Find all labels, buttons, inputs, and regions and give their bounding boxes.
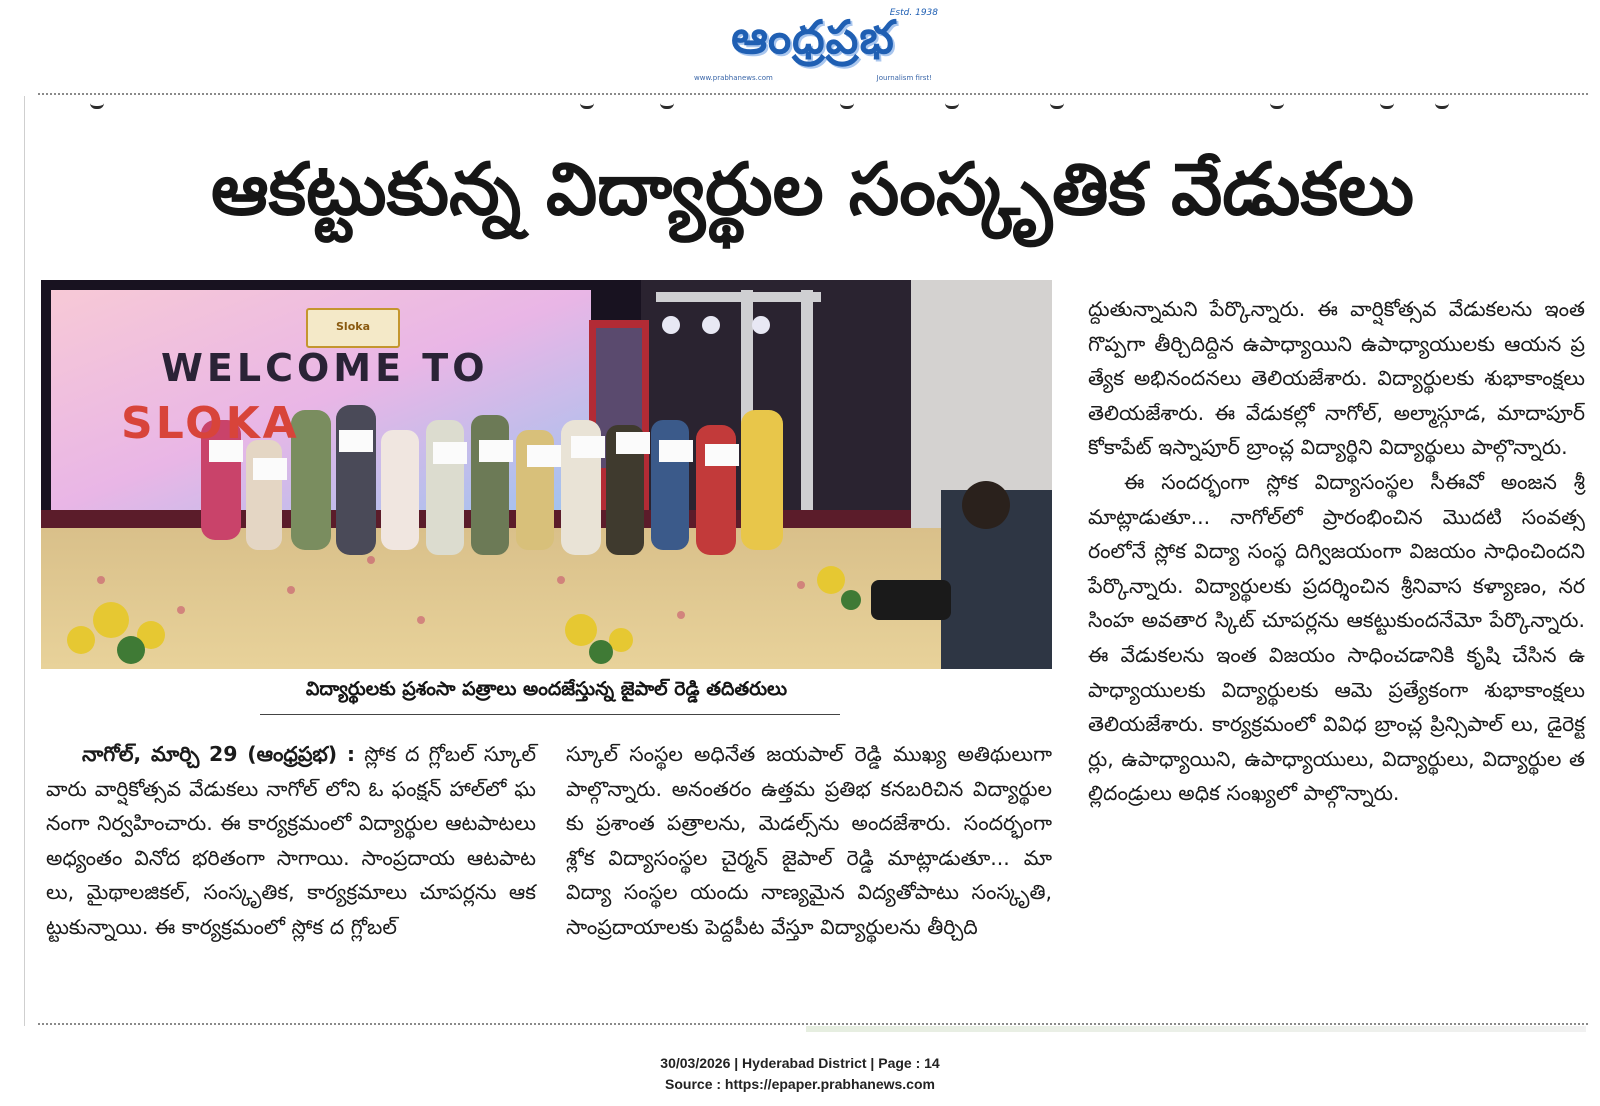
article-photo[interactable]	[41, 280, 1052, 669]
photo-caption: విద్యార్థులకు ప్రశంసా పత్రాలు అందజేస్తున్న జైపాల్ రెడ్డి తదితరులు	[305, 678, 788, 700]
logo-tagline-right: Journalism first!	[876, 74, 932, 82]
logo-tagline-left: www.prabhanews.com	[694, 74, 773, 82]
article-headline: ఆకట్టుకున్న విద్యార్థుల సంస్కృతిక వేడుకలు	[210, 147, 1414, 231]
footer-source-link[interactable]: Source : https://epaper.prabhanews.com	[665, 1076, 935, 1092]
caption-underline	[260, 714, 840, 715]
column-1-text: స్లోక ద గ్లోబల్ స్కూల్ వారు వార్షికోత్సవ వేడుకలు నాగోల్ లోని ఓ ఫంక్షన్ హాల్‌లో ఘనంగా నిర్వహించారు. ఈ కార్యక్రమంలో విద్యార్థుల ఆటపాటలు అధ్యంతం వినోద భరితంగా సాగాయి. సాంప్రదాయ ఆటపాటలు, మైథాలజికల్, సంస్కృతిక, కార్యక్రమాలు చూపర్లను ఆకట్టుకున్నాయి. ఈ కార్యక్రమంలో స్లోక ద గ్లోబల్	[46, 742, 536, 939]
column-1-paragraph	[46, 737, 536, 945]
column-3-paragraph-1: ద్దుతున్నామని పేర్కొన్నారు. ఈ వార్షికోత్సవ వేడుకలను ఇంత గొప్పగా తీర్చిదిద్దిన ఉపాధ్యాయిని ఉపాధ్యాయులకు ఆయన ప్రత్యేక అభినందనలు తెలియజేశారు. విద్యార్థులకు శుభాకాంక్షలు తెలియజేశారు. ఈ వేడుకల్లో నాగోల్, అల్మాస్గూడ, మాదాపూర్ కోకాపేట్ ఇస్నాపూర్ బ్రాంచ్ల విద్యార్థిని విద్యార్థులు పాల్గొన్నారు.	[1088, 297, 1585, 460]
logo-estd: Estd. 1938	[889, 8, 938, 18]
bottom-dotted-rule	[38, 1023, 1588, 1025]
article-column-3	[1088, 292, 1585, 811]
clipped-previous-text-strip	[40, 100, 1585, 116]
page-footer	[0, 1053, 1600, 1095]
article-column-1	[46, 737, 536, 945]
page-edge-line	[24, 96, 25, 1026]
column-2-text: స్కూల్ సంస్థల అధినేత జయపాల్ రెడ్డి ముఖ్య అతిథులుగా పాల్గొన్నారు. అనంతరం ఉత్తమ ప్రతిభ కనబరిచిన విద్యార్థులకు ప్రశాంత పత్రాలను, మెడల్స్‌ను అందజేశారు. సందర్భంగా శ్లోక విద్యాసంస్థల చైర్మన్ జైపాల్ రెడ్డి మాట్లాడుతూ... మా విద్యా సంస్థల యందు నాణ్యమైన విద్యతోపాటు సంస్కృతి, సాంప్రదాయాలకు పెద్దపీట వేస్తూ విద్యార్థులను తీర్చిది	[566, 742, 1052, 939]
logo-text: ఆంధ్రప్రభ	[731, 10, 895, 64]
masthead	[0, 0, 1600, 94]
photo-illustration	[41, 280, 1052, 669]
banner-sloka-text: SLOKA	[121, 398, 300, 449]
banner-welcome-text: WELCOME TO	[161, 346, 489, 390]
banner-school-logo: Sloka	[306, 308, 400, 348]
top-dotted-rule	[38, 93, 1588, 95]
dateline: నాగోల్, మార్చి 29 (ఆంధ్రప్రభ) :	[82, 742, 356, 766]
clipped-next-article-strip	[806, 1026, 1586, 1032]
article-column-2	[566, 737, 1052, 945]
newspaper-logo[interactable]	[688, 8, 938, 82]
footer-edition-info: 30/03/2026 | Hyderabad District | Page : 14	[660, 1055, 940, 1071]
column-3-paragraph-2: ఈ సందర్భంగా స్లోక విద్యాసంస్థల సీఈవో అంజన శ్రీ మాట్లాడుతూ... నాగోల్‌లో ప్రారంభించిన మొదటి సంవత్సరంలోనే స్లోక విద్యా సంస్థ దిగ్విజయంగా విజయం సాధించిందని పేర్కొన్నారు. విద్యార్థులకు ప్రదర్శించిన శ్రీనివాస కళ్యాణం, నరసింహ అవతార స్కిట్ చూపర్లను ఆకట్టుకుందనేమో పేర్కొన్నారు. ఈ వేడుకలను ఇంత విజయం సాధించడానికి కృషి చేసిన ఉపాధ్యాయులకు విద్యార్థులకు ఆమె ప్రత్యేకంగా శుభాకాంక్షలు తెలియజేశారు. కార్యక్రమంలో వివిధ బ్రాంచ్ల ప్రిన్సిపాల్ లు, డైరెక్టర్లు, ఉపాధ్యాయిని, ఉపాధ్యాయులు, విద్యార్థులు, విద్యార్థుల తల్లిదండ్రులు అధిక సంఖ్యలో పాల్గొన్నారు.	[1088, 469, 1585, 806]
